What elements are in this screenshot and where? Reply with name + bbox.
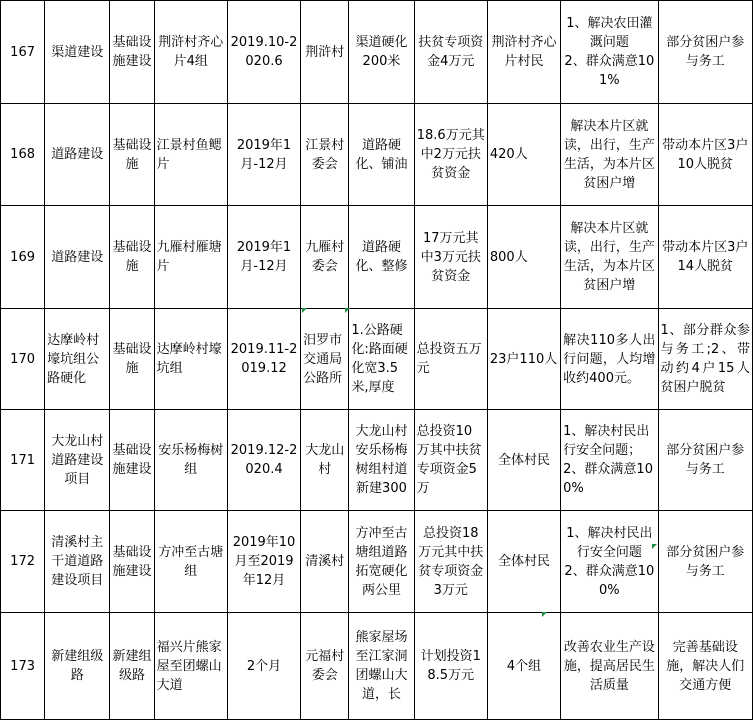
row-number: 171 [1,410,45,511]
project-period: 2019.12-2020.4 [227,410,300,511]
construction-content: 熊家屋场至江家洞团螺山大道，长 [349,613,414,720]
beneficiaries: 800人 [487,206,560,309]
expected-effect: 1、解决村民出行安全问题； 2、群众满意100% [561,410,658,511]
project-category: 新建组级路 [110,613,154,720]
project-name: 渠道建设 [45,1,110,104]
project-name: 新建组级路 [45,613,110,720]
project-period: 2个月 [227,613,300,720]
project-period: 2019.10-2020.6 [227,1,300,104]
construction-content: 1.公路硬化:路面硬化宽3.5米,厚度 [349,309,414,410]
poverty-link-mechanism: 1、部分群众参与务工;2、带动约4户15人贫困户脱贫 [658,309,752,410]
project-name: 大龙山村道路建设项目 [45,410,110,511]
poverty-link-mechanism: 部分贫困户参与务工 [658,1,752,104]
expected-effect: 解决110多人出行问题，人均增收约400元。 [561,309,658,410]
table-row[interactable] [1,206,753,309]
table-row[interactable] [1,410,753,511]
cell-comment-marker [345,308,350,313]
poverty-link-mechanism: 带动本片区3户10人脱贫 [658,104,752,206]
table-row[interactable] [1,104,753,206]
row-number: 167 [1,1,45,104]
construction-content: 渠道硬化200米 [349,1,414,104]
cell-comment-marker [302,308,307,313]
project-category: 基础设施建设 [110,1,154,104]
project-name: 清溪村主干道道路建设项目 [45,511,110,613]
implementing-unit: 元福村委会 [301,613,349,720]
row-number: 173 [1,613,45,720]
construction-content: 大龙山村安乐杨梅树组村道新建300 [349,410,414,511]
project-location: 江景村鱼鳃片 [154,104,227,206]
expected-effect: 1、解决农田灌溉问题 2、群众满意101% [561,1,658,104]
project-period: 2019年10月至2019年12月 [227,511,300,613]
project-category: 基础设施 [110,206,154,309]
construction-content: 方冲至古塘组道路拓宽硬化两公里 [349,511,414,613]
construction-content: 道路硬化、铺油 [349,104,414,206]
project-category: 基础设施 [110,104,154,206]
table-row[interactable] [1,309,753,410]
project-name: 道路建设 [45,206,110,309]
project-period: 2019.11-2019.12 [227,309,300,410]
poverty-link-mechanism: 部分贫困户参与务工 [658,511,752,613]
funding: 17万元其中3万元扶贫资金 [414,206,487,309]
implementing-unit: 大龙山村 [301,410,349,511]
beneficiaries: 23户110人 [487,309,560,410]
implementing-unit: 清溪村 [301,511,349,613]
funding: 18.6万元其中2万元扶贫资金 [414,104,487,206]
implementing-unit: 九雁村委会 [301,206,349,309]
poverty-link-mechanism: 完善基础设施，解决人们交通方便 [658,613,752,720]
expected-effect: 改善农业生产设施，提高居民生活质量 [561,613,658,720]
funding: 计划投资18.5万元 [414,613,487,720]
beneficiaries: 荆浒村齐心片村民 [487,1,560,104]
project-period: 2019年1月-12月 [227,206,300,309]
expected-effect: 解决本片区就读，出行，生产生活，为本片区贫困户增 [561,206,658,309]
beneficiaries: 全体村民 [487,511,560,613]
funding: 扶贫专项资金4万元 [414,1,487,104]
expected-effect: 解决本片区就读，出行，生产生活，为本片区贫困户增 [561,104,658,206]
implementing-unit: 荆浒村 [301,1,349,104]
construction-content: 道路硬化、整修 [349,206,414,309]
project-name: 道路建设 [45,104,110,206]
beneficiaries: 4个组 [487,613,560,720]
implementing-unit: 江景村委会 [301,104,349,206]
project-category: 基础设施 [110,309,154,410]
poverty-link-mechanism: 部分贫困户参与务工 [658,410,752,511]
project-location: 九雁村雁塘片 [154,206,227,309]
project-location: 荆浒村齐心片4组 [154,1,227,104]
project-category: 基础设施建设 [110,511,154,613]
implementing-unit: 汨罗市交通局公路所 [301,309,349,410]
row-number: 170 [1,309,45,410]
project-location: 安乐杨梅树组 [154,410,227,511]
poverty-link-mechanism: 带动本片区3户14人脱贫 [658,206,752,309]
project-period: 2019年1月-12月 [227,104,300,206]
project-location: 方冲至古塘组 [154,511,227,613]
table-row[interactable] [1,613,753,720]
funding: 总投资18万元其中扶贫专项资金3万元 [414,511,487,613]
project-name: 达摩岭村壕坑组公路硬化 [45,309,110,410]
project-location: 福兴片熊家屋至团螺山大道 [154,613,227,720]
project-category: 基础设施建设 [110,410,154,511]
beneficiaries: 420人 [487,104,560,206]
table-row[interactable] [1,1,753,104]
row-number: 168 [1,104,45,206]
funding: 总投资五万元 [414,309,487,410]
funding: 总投资10万其中扶贫专项资金5万 [414,410,487,511]
row-number: 172 [1,511,45,613]
row-number: 169 [1,206,45,309]
beneficiaries: 全体村民 [487,410,560,511]
table-row[interactable] [1,511,753,613]
cell-comment-marker [652,544,657,549]
cell-comment-marker [542,612,547,617]
project-location: 达摩岭村壕坑组 [154,309,227,410]
expected-effect: 1、解决村民出行安全问题 2、群众满意100% [561,511,658,613]
